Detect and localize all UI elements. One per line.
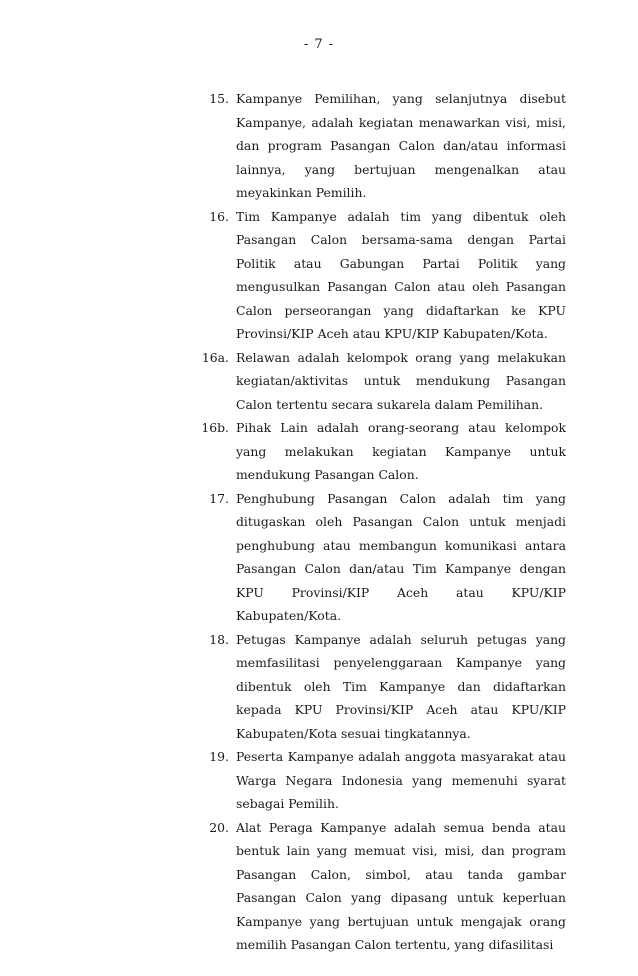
definition-item xyxy=(190,628,566,746)
item-text: Kampanye Pemilihan, yang selanjutnya disebut Kampanye, adalah kegiatan menawarkan visi, misi, dan program Pasangan Calon dan/atau informasi lainnya, yang bertujuan mengenalkan atau meyakinkan Pemilih. xyxy=(236,91,566,200)
item-number: 20. xyxy=(209,819,229,835)
definition-item xyxy=(190,416,566,487)
item-text: Peserta Kampanye adalah anggota masyarakat atau Warga Negara Indonesia yang memenuhi syarat sebagai Pemilih. xyxy=(236,749,566,811)
item-text: Tim Kampanye adalah tim yang dibentuk oleh Pasangan Calon bersama-sama dengan Partai Politik atau Gabungan Partai Politik yang mengusulkan Pasangan Calon atau oleh Pasangan Calon perseorangan yang didaftarkan ke KPU Provinsi/KIP Aceh atau KPU/KIP Kabupaten/Kota. xyxy=(236,208,566,341)
item-number: 19. xyxy=(209,749,229,764)
item-text: Relawan adalah kelompok orang yang melakukan kegiatan/aktivitas untuk mendukung Pasangan Calon tertentu secara sukarela dalam Pemilihan. xyxy=(236,349,566,412)
definition-item xyxy=(190,816,566,957)
item-number: 17. xyxy=(209,490,229,506)
item-number: 16a. xyxy=(201,349,229,365)
definition-item xyxy=(190,745,566,816)
definition-item xyxy=(190,87,566,205)
item-text: Petugas Kampanye adalah seluruh petugas yang memfasilitasi penyelenggaraan Kampanye yang dibentuk oleh Tim Kampanye dan didaftarkan kepada KPU Provinsi/KIP Aceh atau KPU/KIP Kabupaten/Kota sesuai tingkatannya. xyxy=(236,631,566,741)
definition-list xyxy=(190,87,566,957)
item-text: Alat Peraga Kampanye adalah semua benda atau bentuk lain yang memuat visi, misi, dan program Pasangan Calon, simbol, atau tanda gambar Pasangan Calon yang dipasang untuk keperluan Kampanye yang bertujuan untuk mengajak orang memilih Pasangan Calon tertentu, yang difasilitasi xyxy=(236,819,566,952)
definition-item xyxy=(190,205,566,346)
item-text: Pihak Lain adalah orang-seorang atau kelompok yang melakukan kegiatan Kampanye untuk mendukung Pasangan Calon. xyxy=(236,420,566,482)
definition-item xyxy=(190,346,566,417)
item-number: 15. xyxy=(209,91,229,106)
item-number: 18. xyxy=(209,631,229,647)
item-number: 16. xyxy=(209,208,229,224)
definition-item xyxy=(190,487,566,628)
item-text: Penghubung Pasangan Calon adalah tim yang ditugaskan oleh Pasangan Calon untuk menjadi penghubung atau membangun komunikasi antara Pasangan Calon dan/atau Tim Kampanye dengan KPU Provinsi/KIP Aceh atau KPU/KIP Kabupaten/Kota. xyxy=(236,490,566,623)
page-number: - 7 - xyxy=(303,37,335,52)
item-number: 16b. xyxy=(201,420,229,435)
